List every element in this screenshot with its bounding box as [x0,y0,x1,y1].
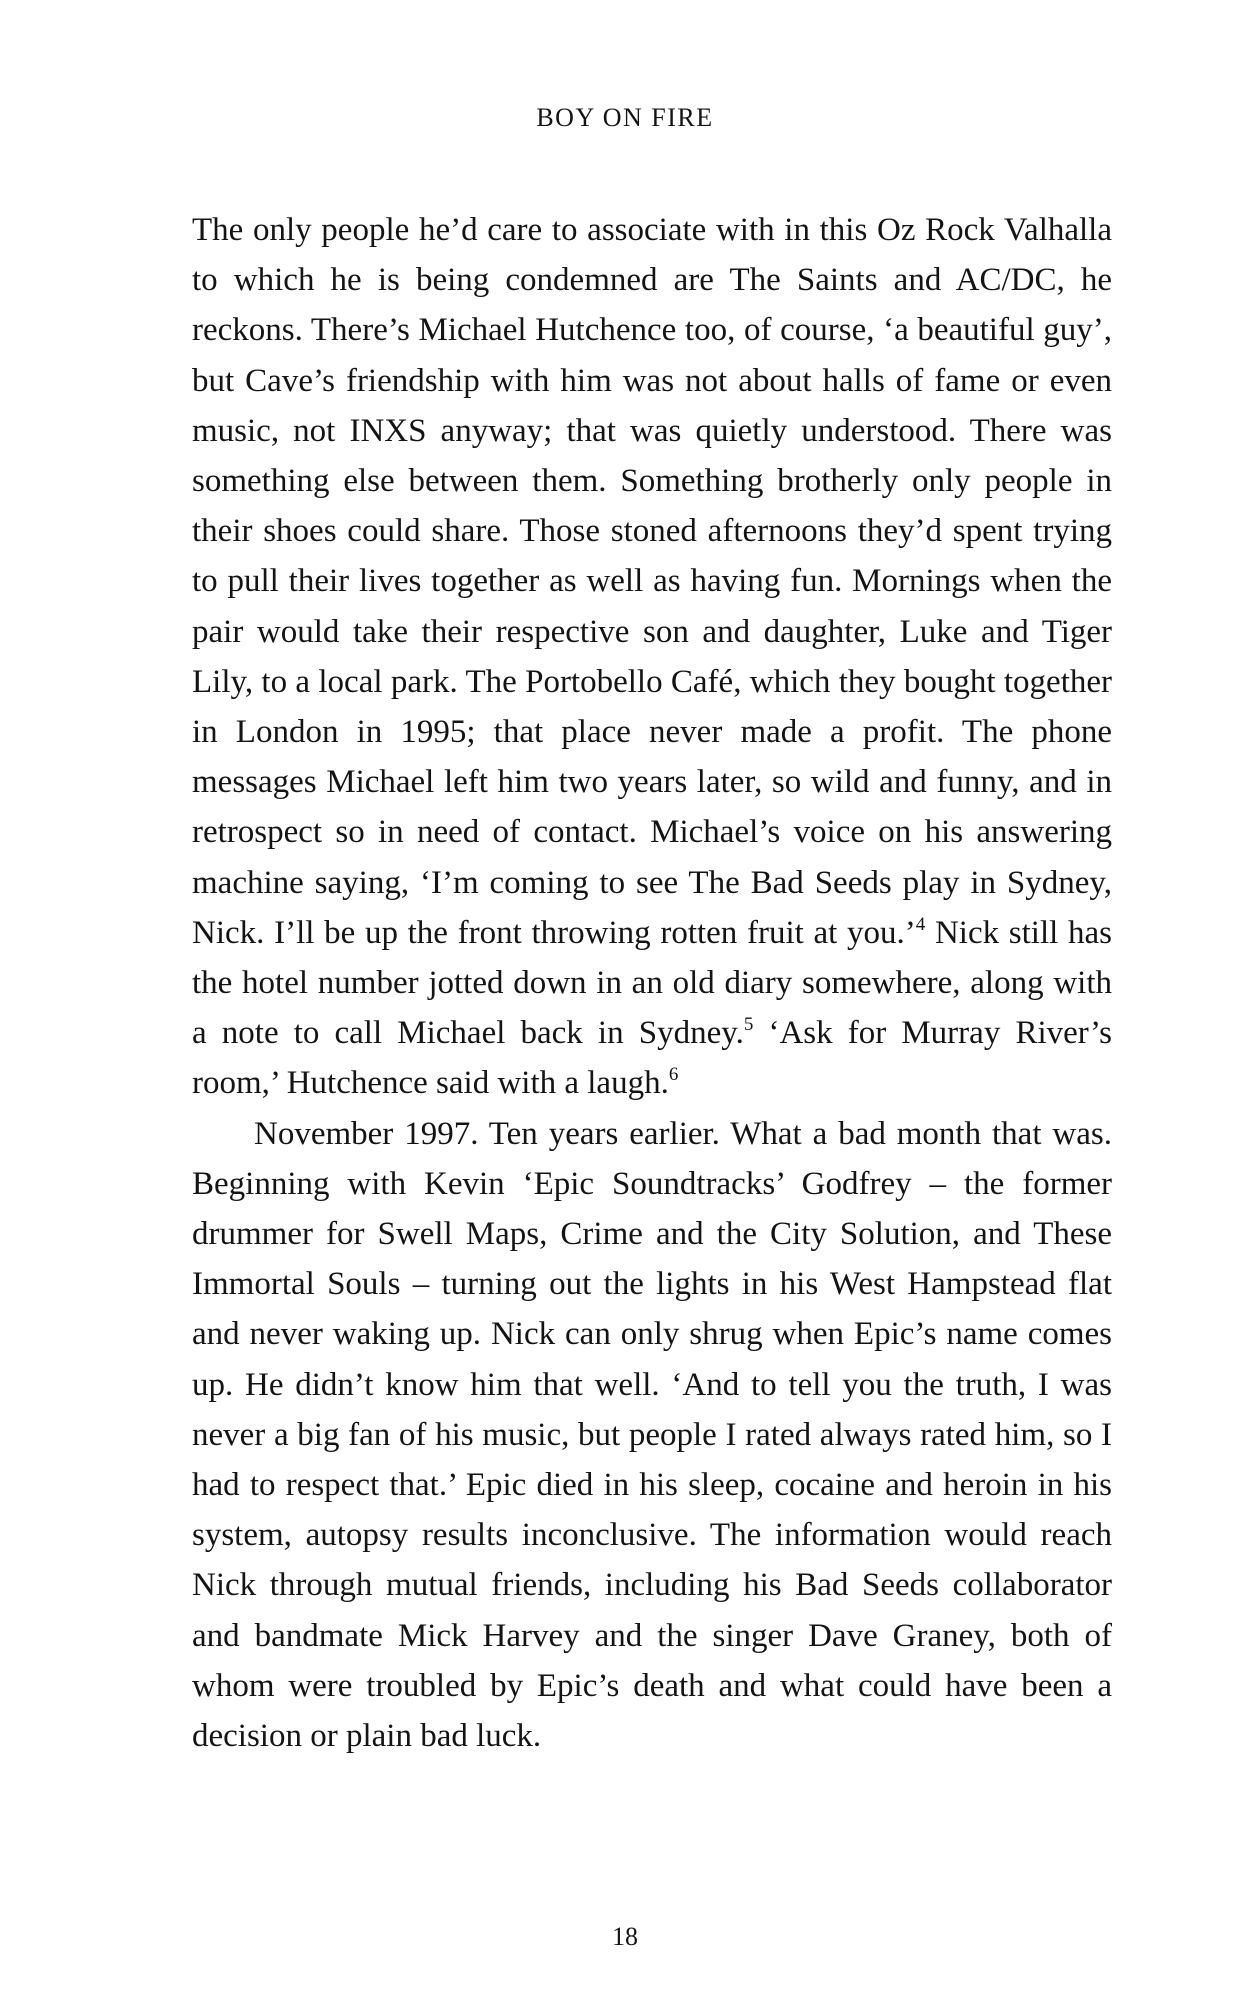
footnote-ref-6: 6 [668,1064,679,1086]
body-text [192,205,1112,1761]
paragraph-1-text-1: The only people he’d care to associate with in this Oz Rock Valhalla to which he is being condemned are The Saints and AC/DC, he reckons. There’s Michael Hutchence too, of course, ‘a beautiful guy’, but Cave’s friendship with him was not about halls of fame or even music, not INXS anyway; that was quietly understood. There was something else between them. Something brotherly only people in their shoes could share. Those stoned afternoons they’d spent trying to pull their lives together as well as having fun. Mornings when the pair would take their respective son and daughter, Luke and Tiger Lily, to a local park. The Portobello Café, which they bought together in London in 1995; that place never made a profit. The phone messages Michael left him two years later, so wild and funny, and in retrospect so in need of contact. Michael’s voice on his answering machine saying, ‘I’m coming to see The Bad Seeds play in Sydney, Nick. I’ll be up the front throwing rotten fruit at you.’ [192,212,1112,951]
page-number: 18 [612,1922,638,1951]
footnote-ref-4: 4 [915,913,926,935]
paragraph-1-text-3: ‘Ask for Murray River’s room,’ Hutchence said with a laugh. [192,1015,1112,1102]
running-head: BOY ON FIRE [536,103,714,132]
footnote-ref-5: 5 [743,1014,754,1036]
paragraph-1-text-2: Nick still has the hotel number jotted down in an old diary somewhere, along with a note to call Michael back in Sydney. [192,914,1112,1052]
paragraph-2: November 1997. Ten years earlier. What a bad month that was. Beginning with Kevin ‘Epic Soundtracks’ Godfrey – the former drummer for Swell Maps, Crime and the City Solution, and These Immortal Souls – turning out the lights in his West Hampstead flat and never waking up. Nick can only shrug when Epic’s name comes up. He didn’t know him that well. ‘And to tell you the truth, I was never a big fan of his music, but people I rated always rated him, so I had to respect that.’ Epic died in his sleep, cocaine and heroin in his system, autopsy results inconclusive. The information would reach Nick through mutual friends, including his Bad Seeds collaborator and bandmate Mick Harvey and the singer Dave Graney, both of whom were troubled by Epic’s death and what could have been a decision or plain bad luck. [192,1115,1112,1755]
paragraph-1 [192,205,1112,1109]
